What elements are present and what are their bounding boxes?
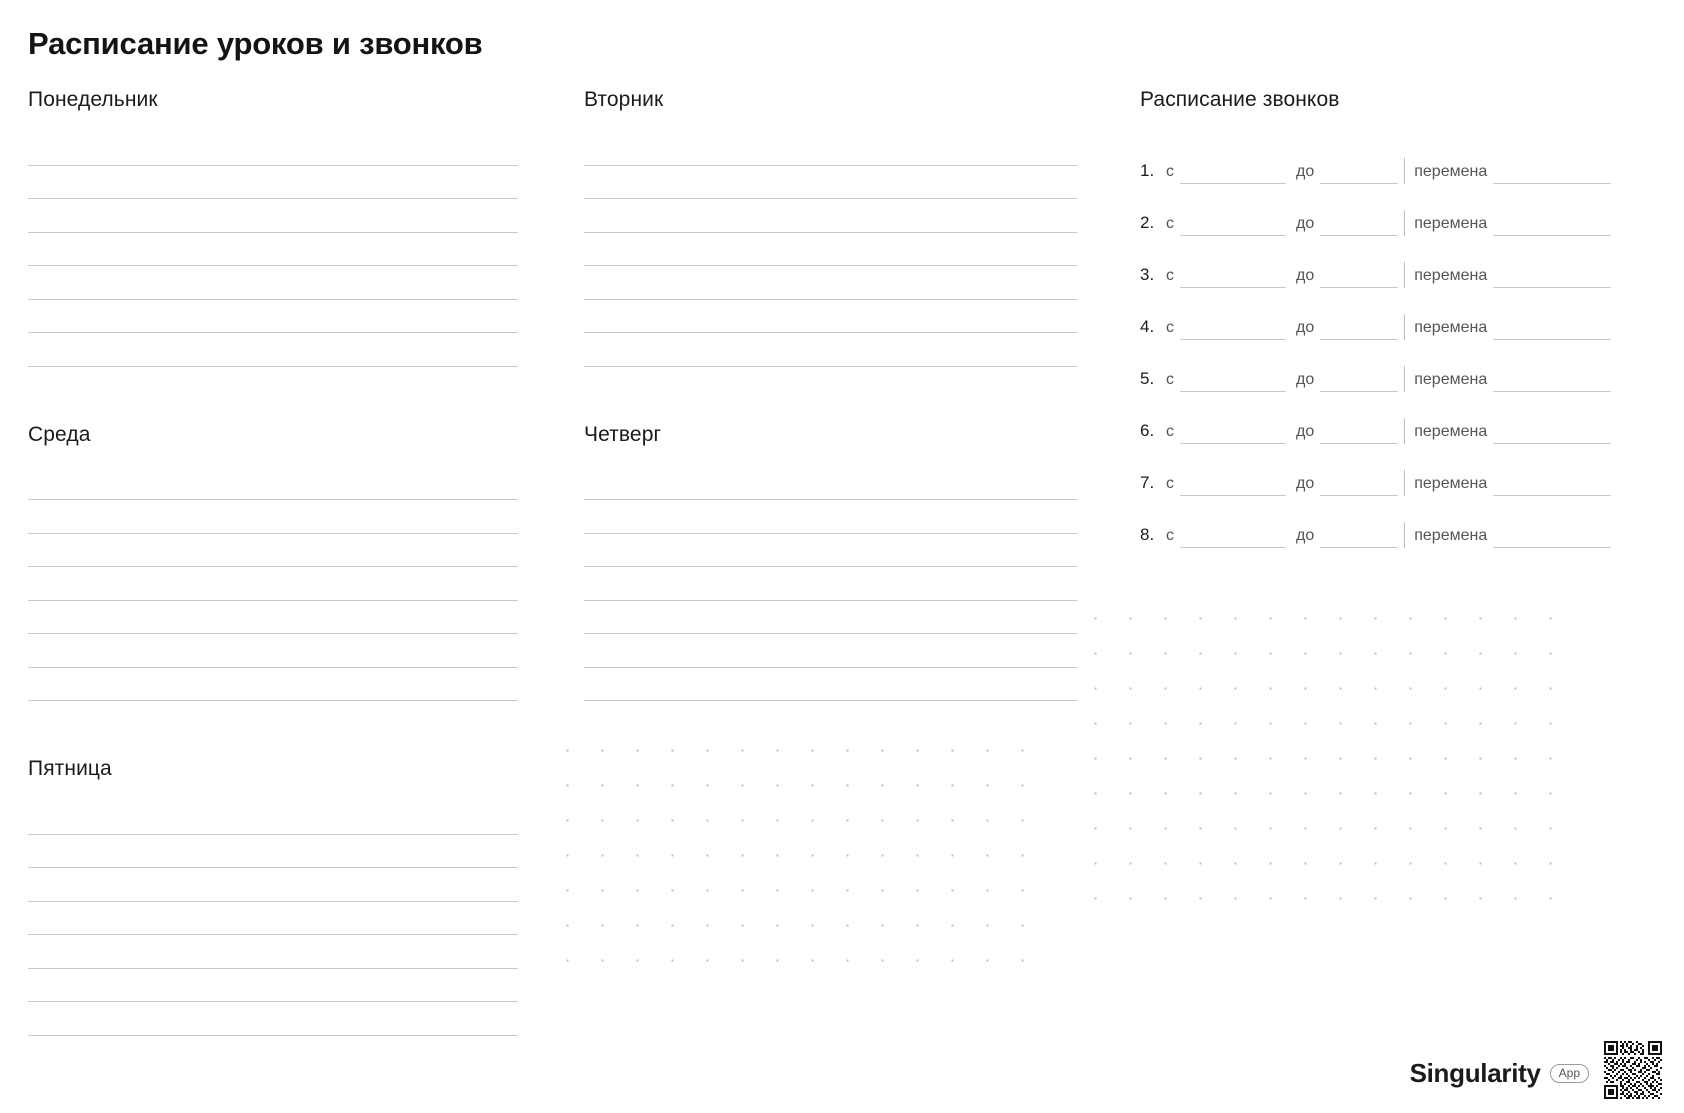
bell-label-from: с xyxy=(1166,319,1174,336)
writing-lines-tuesday xyxy=(584,132,1077,367)
bell-number: 3. xyxy=(1140,265,1155,284)
writing-lines-wednesday xyxy=(28,467,518,702)
writing-line[interactable] xyxy=(28,132,518,166)
bell-field-to[interactable] xyxy=(1320,212,1398,236)
writing-line[interactable] xyxy=(28,333,518,367)
writing-line[interactable] xyxy=(584,132,1077,166)
bell-label-from: с xyxy=(1166,215,1174,232)
bell-row xyxy=(1140,236,1656,288)
bell-field-break[interactable] xyxy=(1493,316,1611,340)
writing-lines-monday xyxy=(28,132,518,367)
bell-label-break: перемена xyxy=(1414,527,1488,544)
bells-heading: Расписание звонков xyxy=(1140,88,1340,111)
bell-field-to[interactable] xyxy=(1320,368,1398,392)
bell-field-break[interactable] xyxy=(1493,264,1611,288)
bell-field-from[interactable] xyxy=(1180,160,1286,184)
writing-line[interactable] xyxy=(584,266,1077,300)
writing-line[interactable] xyxy=(584,166,1077,200)
bell-row xyxy=(1140,392,1656,444)
bell-number: 7. xyxy=(1140,473,1155,492)
bell-label-break: перемена xyxy=(1414,319,1488,336)
day-heading-thursday: Четверг xyxy=(584,422,662,446)
writing-line[interactable] xyxy=(28,467,518,501)
bell-label-from: с xyxy=(1166,371,1174,388)
bell-number: 8. xyxy=(1140,525,1155,544)
bell-label-to: до xyxy=(1296,423,1315,440)
day-heading-monday: Понедельник xyxy=(28,88,158,111)
day-heading-friday: Пятница xyxy=(28,757,112,780)
bell-label-to: до xyxy=(1296,319,1315,336)
writing-line[interactable] xyxy=(28,835,518,869)
writing-line[interactable] xyxy=(584,634,1077,668)
brand-name: Singularity xyxy=(1409,1058,1541,1088)
qr-code-icon xyxy=(1604,1041,1662,1099)
writing-line[interactable] xyxy=(28,634,518,668)
day-heading-tuesday: Вторник xyxy=(584,88,664,111)
writing-line[interactable] xyxy=(584,333,1077,367)
bell-field-break[interactable] xyxy=(1493,524,1611,548)
writing-line[interactable] xyxy=(584,467,1077,501)
writing-line[interactable] xyxy=(584,300,1077,334)
bell-field-from[interactable] xyxy=(1180,316,1286,340)
bell-field-break[interactable] xyxy=(1493,420,1611,444)
writing-line[interactable] xyxy=(28,534,518,568)
bell-label-to: до xyxy=(1296,215,1315,232)
bell-label-break: перемена xyxy=(1414,215,1488,232)
writing-line[interactable] xyxy=(28,233,518,267)
bell-field-to[interactable] xyxy=(1320,472,1398,496)
writing-line[interactable] xyxy=(28,668,518,702)
writing-line[interactable] xyxy=(584,601,1077,635)
bell-number: 4. xyxy=(1140,317,1155,336)
writing-lines-friday xyxy=(28,801,518,1036)
dot-grid-right[interactable] xyxy=(1072,595,1584,925)
bell-label-from: с xyxy=(1166,527,1174,544)
writing-line[interactable] xyxy=(584,668,1077,702)
bell-label-from: с xyxy=(1166,267,1174,284)
bell-label-break: перемена xyxy=(1414,475,1488,492)
bell-row xyxy=(1140,496,1656,548)
divider xyxy=(1404,470,1405,496)
bell-label-to: до xyxy=(1296,267,1315,284)
divider xyxy=(1404,210,1405,236)
writing-line[interactable] xyxy=(28,199,518,233)
bell-number: 5. xyxy=(1140,369,1155,388)
bell-field-break[interactable] xyxy=(1493,368,1611,392)
bell-number: 2. xyxy=(1140,213,1155,232)
bell-field-from[interactable] xyxy=(1180,420,1286,444)
writing-line[interactable] xyxy=(584,500,1077,534)
bell-label-break: перемена xyxy=(1414,423,1488,440)
writing-line[interactable] xyxy=(28,902,518,936)
bell-number: 6. xyxy=(1140,421,1155,440)
writing-line[interactable] xyxy=(28,166,518,200)
bell-field-from[interactable] xyxy=(1180,368,1286,392)
writing-line[interactable] xyxy=(28,601,518,635)
bell-label-break: перемена xyxy=(1414,371,1488,388)
brand-logo xyxy=(1410,1058,1589,1089)
bell-label-to: до xyxy=(1296,163,1315,180)
writing-line[interactable] xyxy=(28,935,518,969)
writing-line[interactable] xyxy=(28,969,518,1003)
bell-row xyxy=(1140,340,1656,392)
bell-row xyxy=(1140,288,1656,340)
writing-line[interactable] xyxy=(28,801,518,835)
divider xyxy=(1404,366,1405,392)
bell-field-from[interactable] xyxy=(1180,212,1286,236)
bell-field-to[interactable] xyxy=(1320,264,1398,288)
divider xyxy=(1404,522,1405,548)
writing-line[interactable] xyxy=(28,868,518,902)
bell-field-break[interactable] xyxy=(1493,212,1611,236)
bell-row xyxy=(1140,184,1656,236)
bell-label-break: перемена xyxy=(1414,163,1488,180)
writing-line[interactable] xyxy=(584,567,1077,601)
bell-row xyxy=(1140,132,1656,184)
bell-field-break[interactable] xyxy=(1493,472,1611,496)
bell-label-to: до xyxy=(1296,371,1315,388)
day-heading-wednesday: Среда xyxy=(28,422,91,446)
bell-field-to[interactable] xyxy=(1320,160,1398,184)
brand-badge: App xyxy=(1550,1064,1589,1083)
bell-label-to: до xyxy=(1296,527,1315,544)
bell-row xyxy=(1140,444,1656,496)
bell-field-to[interactable] xyxy=(1320,524,1398,548)
bell-label-break: перемена xyxy=(1414,267,1488,284)
bell-label-from: с xyxy=(1166,423,1174,440)
dot-grid-middle[interactable] xyxy=(544,727,1056,977)
column-left xyxy=(28,88,584,1036)
bell-label-to: до xyxy=(1296,475,1315,492)
divider xyxy=(1404,158,1405,184)
writing-line[interactable] xyxy=(28,1002,518,1036)
bell-field-to[interactable] xyxy=(1320,316,1398,340)
writing-line[interactable] xyxy=(584,199,1077,233)
writing-line[interactable] xyxy=(28,567,518,601)
bell-field-break[interactable] xyxy=(1493,160,1611,184)
bells-table xyxy=(1140,132,1656,548)
writing-line[interactable] xyxy=(28,266,518,300)
writing-line[interactable] xyxy=(28,500,518,534)
divider xyxy=(1404,418,1405,444)
bell-field-to[interactable] xyxy=(1320,420,1398,444)
bell-field-from[interactable] xyxy=(1180,472,1286,496)
bell-label-from: с xyxy=(1166,475,1174,492)
bell-label-from: с xyxy=(1166,163,1174,180)
bell-field-from[interactable] xyxy=(1180,264,1286,288)
writing-lines-thursday xyxy=(584,467,1077,702)
divider xyxy=(1404,314,1405,340)
divider xyxy=(1404,262,1405,288)
writing-line[interactable] xyxy=(584,534,1077,568)
writing-line[interactable] xyxy=(584,233,1077,267)
bell-number: 1. xyxy=(1140,161,1155,180)
writing-line[interactable] xyxy=(28,300,518,334)
page-title: Расписание уроков и звонков xyxy=(28,26,483,61)
bell-field-from[interactable] xyxy=(1180,524,1286,548)
